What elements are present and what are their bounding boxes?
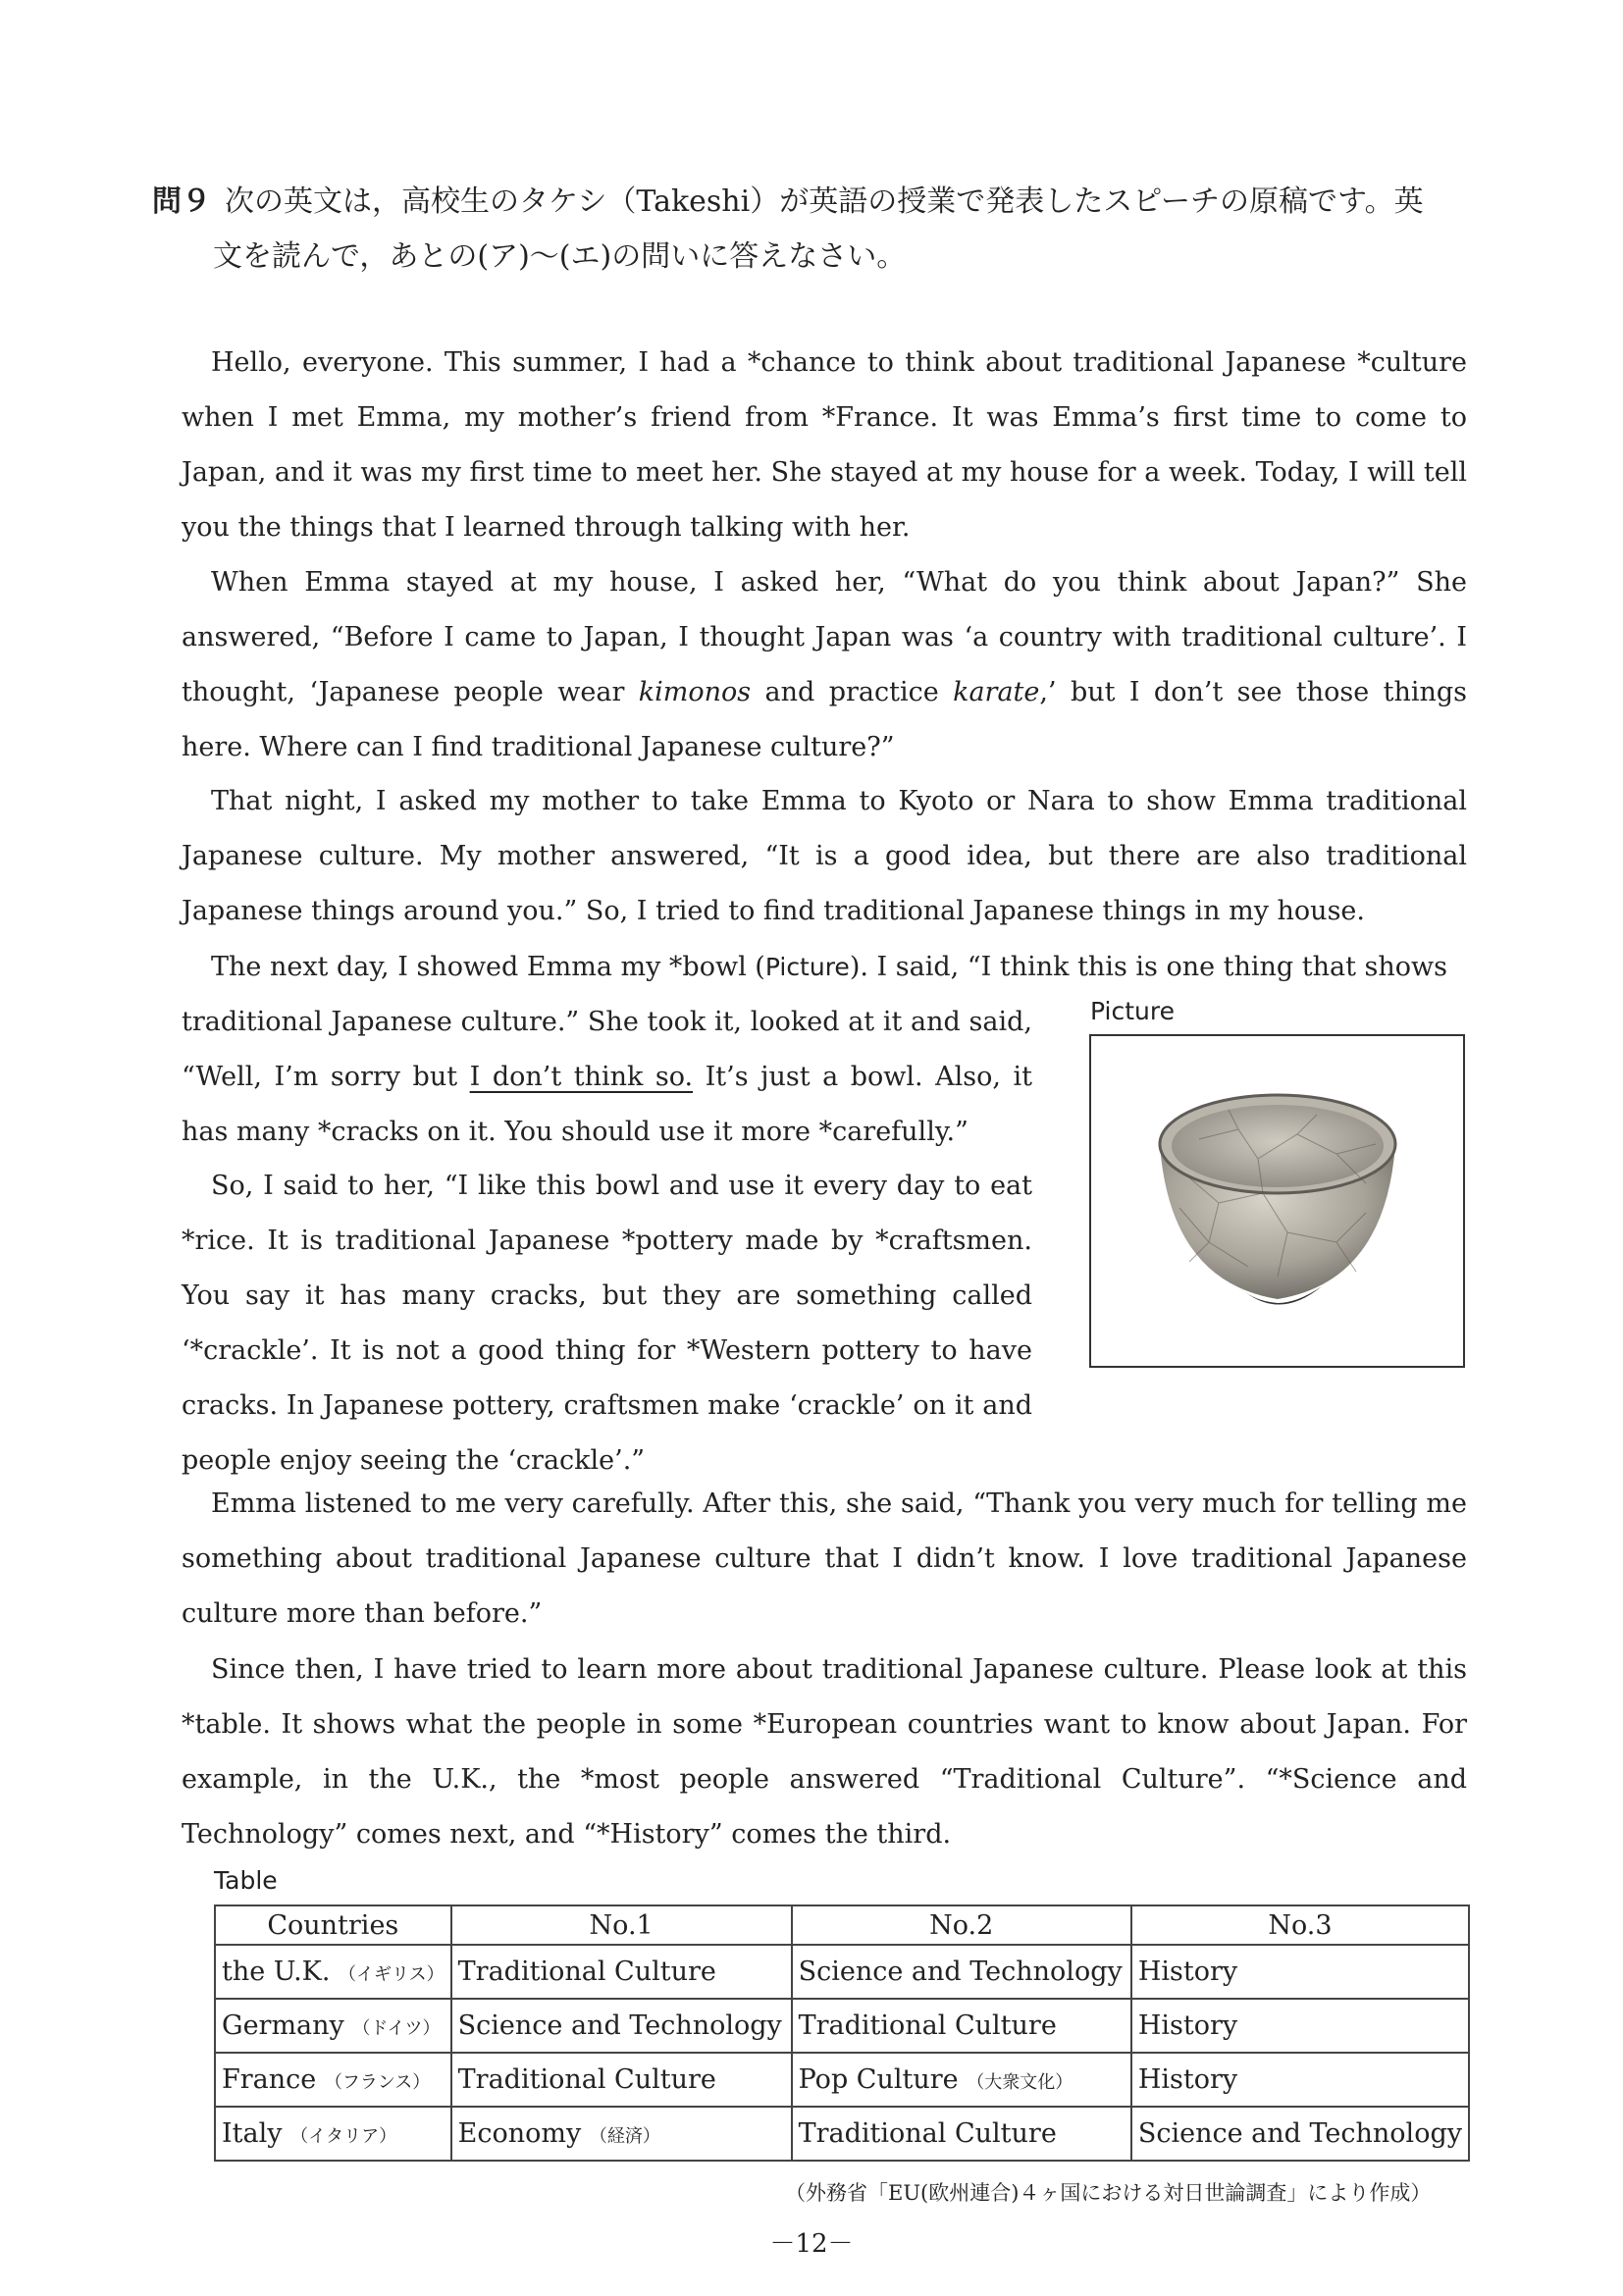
rank2-cell xyxy=(792,2053,1131,2107)
rank1-value: Traditional Culture xyxy=(457,2064,716,2095)
question-instruction-line2: 文を読んで，あとの(ア)～(エ)の問いに答えなさい。 xyxy=(213,239,907,274)
rank2-cell xyxy=(792,1945,1131,1999)
country-name: the U.K. xyxy=(222,1957,331,1987)
table-label: Table xyxy=(214,1866,278,1895)
rank3-cell: Science and Technology xyxy=(1131,2107,1469,2161)
rank1-cell xyxy=(451,1945,792,1999)
paragraph-5-text-b: It’s just a bowl. Also, it has many *cracks on it. You should use it more *carefully.” xyxy=(182,1062,1032,1147)
table-row xyxy=(215,2107,1469,2161)
paragraph-7 xyxy=(182,1477,1467,1642)
rank2-value: Traditional Culture xyxy=(798,2010,1057,2041)
rank1-value: Economy xyxy=(457,2118,582,2149)
question-header xyxy=(152,175,1467,285)
rank1-cell xyxy=(451,2053,792,2107)
header-no1: No.1 xyxy=(451,1905,792,1945)
table-source-note: （外務省「EU(欧州連合)４ヶ国における対日世論調査」により作成） xyxy=(785,2181,1432,2205)
table-row xyxy=(215,1945,1469,1999)
rank2-cell xyxy=(792,2107,1131,2161)
paragraph-4 xyxy=(182,940,1467,995)
country-name: France xyxy=(222,2064,317,2095)
table-row xyxy=(215,2053,1469,2107)
country-name-jp: （イタリア） xyxy=(290,2126,397,2147)
paragraph-1-text: Hello, everyone. This summer, I had a *chance to think about traditional Japanese *culture when I met Emma, my mother’s friend from *France. It was Emma’s first time to come to Japan, and it was my first time to meet her. She stayed at my house for a week. Today, I will tell you the things that I learned through talking with her. xyxy=(182,347,1467,543)
rank3-cell: History xyxy=(1131,1999,1469,2053)
picture-frame xyxy=(1089,1034,1465,1368)
paragraph-4-text-a: The next day, I showed Emma my *bowl ( xyxy=(211,952,765,982)
paragraph-6-text: So, I said to her, “I like this bowl and use it every day to eat *rice. It is traditional Japanese *pottery made by *craftsmen. You say it has many cracks, but they are something called ‘*crackle’. It is not a good thing for *Western pottery to have cracks. In Japanese pottery, craftsmen make ‘crackle’ on it and people enjoy seeing the ‘crackle’.” xyxy=(182,1171,1032,1476)
rank2-jp: （大衆文化） xyxy=(967,2072,1073,2093)
paragraph-7-text: Emma listened to me very carefully. After this, she said, “Thank you very much for telling me something about traditional Japanese culture that I didn’t know. I love traditional Japanese culture more than before.” xyxy=(182,1488,1467,1629)
paragraph-4-text-b: ). I said, “I think this is one thing that shows xyxy=(849,952,1448,982)
rank1-jp: （経済） xyxy=(589,2126,660,2147)
picture-reference: Picture xyxy=(764,953,850,981)
question-number: 問９ xyxy=(152,184,211,219)
country-name-jp: （ドイツ） xyxy=(352,2018,441,2039)
rank3-cell: History xyxy=(1131,2053,1469,2107)
header-countries: Countries xyxy=(215,1905,451,1945)
paragraph-8 xyxy=(182,1643,1467,1862)
rank1-cell xyxy=(451,2107,792,2161)
country-name-jp: （イギリス） xyxy=(339,1964,445,1985)
country-cell xyxy=(215,2107,451,2161)
paragraph-5-text-a: traditional Japanese culture.” She took it, looked at it and said, “Well, I’m sorry but xyxy=(182,1007,1032,1092)
country-name: Germany xyxy=(222,2010,344,2041)
paragraph-6 xyxy=(182,1159,1032,1488)
paragraph-8-text: Since then, I have tried to learn more about traditional Japanese culture. Please look at this *table. It shows what the people in some *European countries want to know about Japan. For example, in the U.K., the *most people answered “Traditional Culture”. “*Science and Technology” comes next, and “*History” comes the third. xyxy=(182,1654,1467,1850)
rank3-cell: History xyxy=(1131,1945,1469,1999)
rank1-cell xyxy=(451,1999,792,2053)
country-name: Italy xyxy=(222,2118,283,2149)
table-header-row xyxy=(215,1905,1469,1945)
header-no3: No.3 xyxy=(1131,1905,1469,1945)
rank2-value: Science and Technology xyxy=(798,1957,1123,1987)
rank1-value: Traditional Culture xyxy=(457,1957,716,1987)
paragraph-2 xyxy=(182,555,1467,775)
paragraph-2-text-b: and practice xyxy=(751,677,954,707)
rank2-value: Pop Culture xyxy=(798,2064,959,2095)
header-no2: No.2 xyxy=(792,1905,1131,1945)
paragraph-2-text-c: ,’ but I don’t see those things here. Where can I find traditional Japanese culture?” xyxy=(182,677,1467,762)
survey-table xyxy=(214,1905,1470,2162)
underlined-phrase: I don’t think so. xyxy=(469,1062,694,1092)
question-instruction-line1: 次の英文は，高校生のタケシ（Takeshi）が英語の授業で発表したスピーチの原稿です。英 xyxy=(225,184,1424,219)
picture-label: Picture xyxy=(1090,997,1175,1025)
country-name-jp: （フランス） xyxy=(324,2072,431,2093)
word-karate: karate xyxy=(953,677,1040,707)
page-number: －12－ xyxy=(769,2229,854,2259)
rank1-value: Science and Technology xyxy=(457,2010,782,2041)
country-cell xyxy=(215,2053,451,2107)
word-kimonos: kimonos xyxy=(638,677,752,707)
rank2-value: Traditional Culture xyxy=(798,2118,1057,2149)
country-cell xyxy=(215,1945,451,1999)
paragraph-2-text-a: When Emma stayed at my house, I asked her, “What do you think about Japan?” She answered, “Before I came to Japan, I thought Japan was ‘a country with traditional culture’. I thought, ‘Japanese people wear xyxy=(182,567,1467,707)
rank2-cell xyxy=(792,1999,1131,2053)
country-cell xyxy=(215,1999,451,2053)
paragraph-3-text: That night, I asked my mother to take Emma to Kyoto or Nara to show Emma traditional Japanese culture. My mother answered, “It is a good idea, but there are also traditional Japanese things around you.” So, I tried to find traditional Japanese things in my house. xyxy=(182,786,1467,926)
paragraph-1 xyxy=(182,336,1467,555)
table-row xyxy=(215,1999,1469,2053)
paragraph-5 xyxy=(182,995,1032,1160)
paragraph-3 xyxy=(182,774,1467,939)
bowl-image xyxy=(1091,1036,1463,1366)
